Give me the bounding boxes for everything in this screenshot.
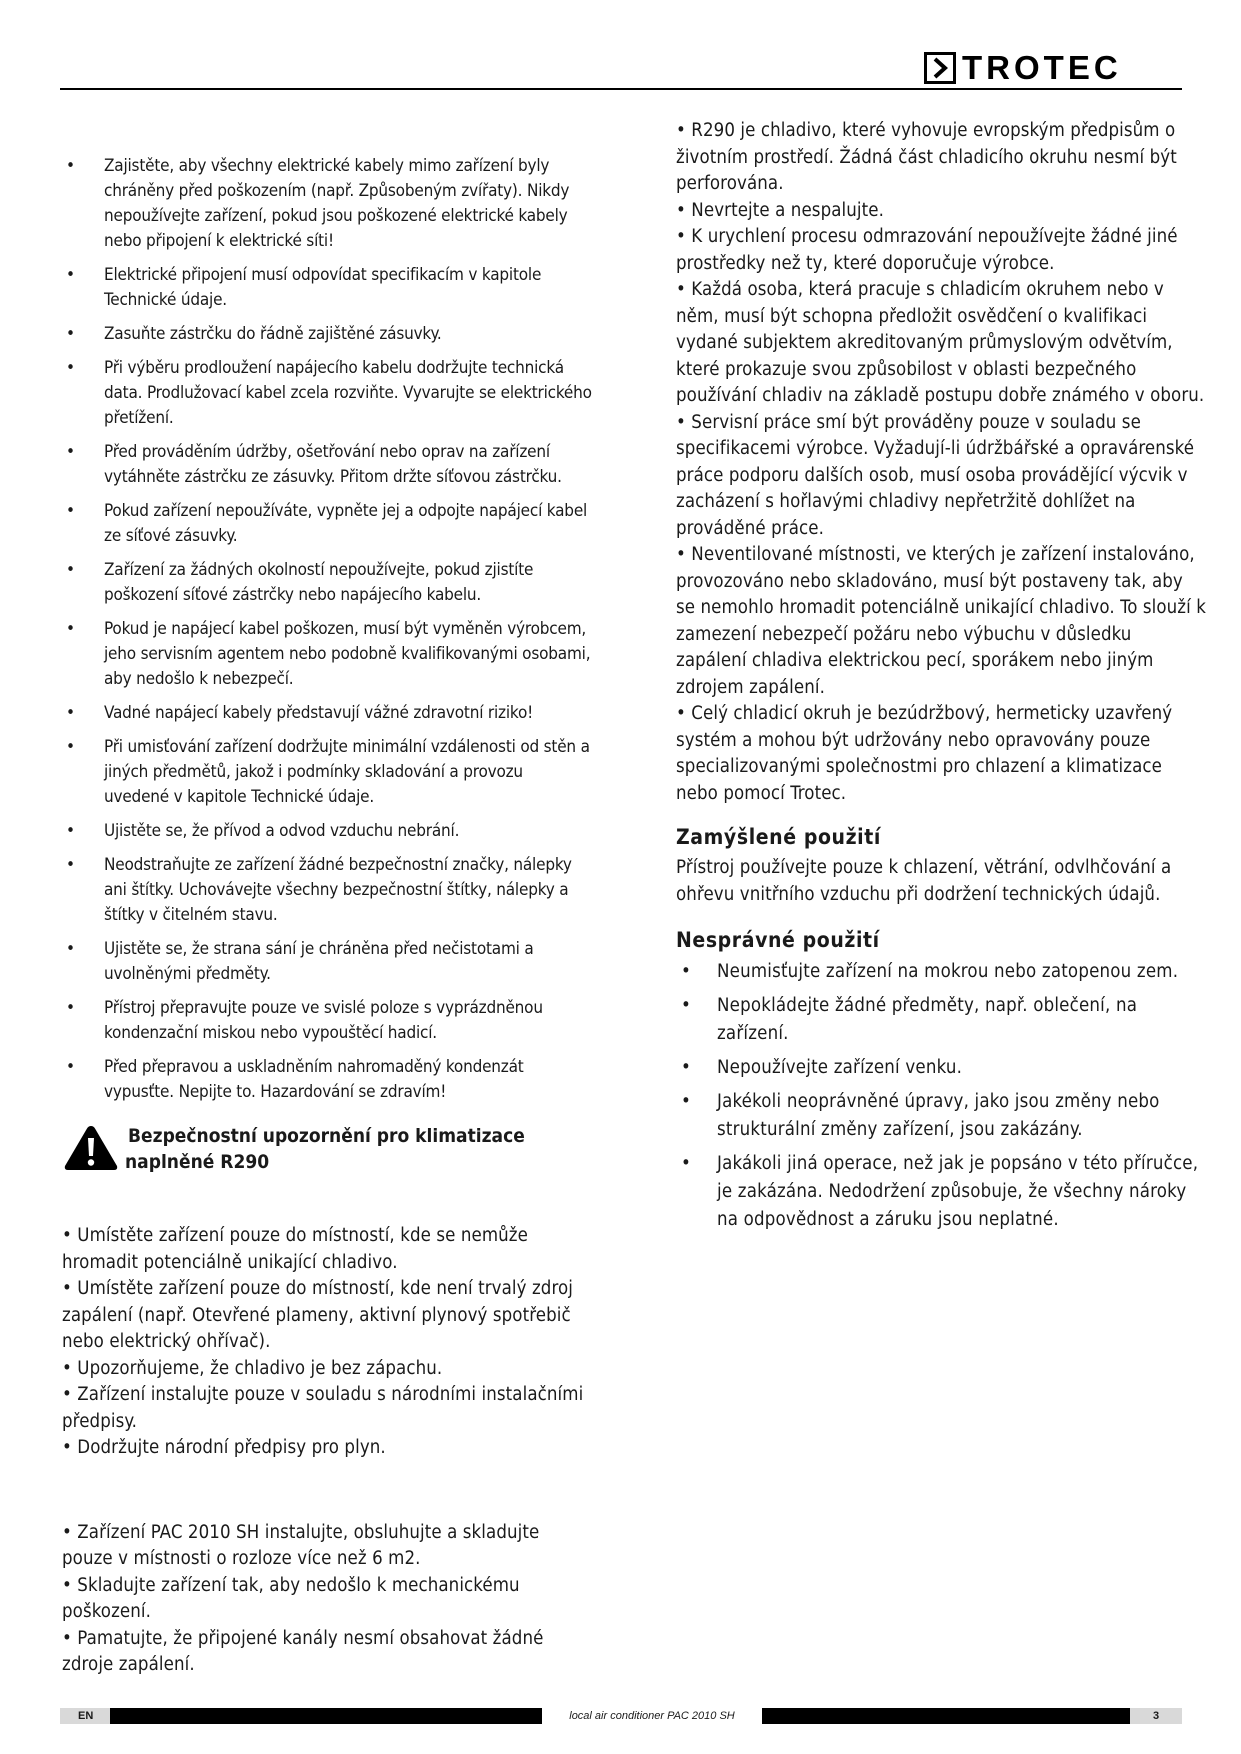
list-item: • Ujistěte se, že přívod a odvod vzduchu nebrání. bbox=[66, 821, 460, 841]
page-footer bbox=[60, 1708, 1182, 1724]
paragraph: • Upozorňujeme, že chladivo je bez zápachu. bbox=[62, 1357, 443, 1379]
left-column bbox=[62, 154, 592, 1679]
paragraph: • R290 je chladivo, které vyhovuje evropským předpisům o životním prostředí. Žádná část chladicího okruhu nesmí být perforována. bbox=[676, 120, 1177, 194]
list-item: • Pokud je napájecí kabel poškozen, musí být vyměněn výrobcem, jeho servisním agentem nebo podobně kvalifikovanými osobami, aby nedošlo k nebezpečí. bbox=[66, 619, 591, 689]
list-item: • Zajistěte, aby všechny elektrické kabely mimo zařízení byly chráněny před poškozením (např. Způsobeným zvířaty). Nikdy nepoužívejte zařízení, pokud jsou poškozené elektrické kabely nebo připojení k elektrické síti! bbox=[66, 156, 570, 251]
trotec-chevron-icon bbox=[924, 52, 956, 84]
list-item: • Vadné napájecí kabely představují vážné zdravotní riziko! bbox=[66, 703, 534, 723]
intended-use-heading: Zamýšlené použití bbox=[676, 825, 881, 849]
paragraph: • Zařízení PAC 2010 SH instalujte, obsluhujte a skladujte pouze v místnosti o rozloze více než 6 m2. bbox=[62, 1521, 540, 1569]
r290-instructions-2 bbox=[62, 1520, 592, 1679]
paragraph: • Zařízení instalujte pouze v souladu s národními instalačními předpisy. bbox=[62, 1384, 584, 1432]
paragraph: • Dodržujte národní předpisy pro plyn. bbox=[62, 1437, 386, 1458]
paragraph: • Pamatujte, že připojené kanály nesmí obsahovat žádné zdroje zapálení. bbox=[62, 1627, 544, 1675]
paragraph: • Každá osoba, která pracuje s chladicím okruhem nebo v něm, musí být schopna předložit osvědčení o kvalifikaci vydané subjektem akreditovaným průmyslovým odvětvím, které prokazuje svou způsobilost v oblasti bezpečného používání chladiv na základě postupu dobře známého v oboru. bbox=[676, 279, 1205, 406]
list-item: • Přístroj přepravujte pouze ve svislé poloze s vyprázdněnou kondenzační miskou nebo vypouštěcí hadicí. bbox=[66, 998, 543, 1043]
list-item: • Před prováděním údržby, ošetřování nebo oprav na zařízení vytáhněte zástrčku ze zásuvky. Přitom držte síťovou zástrčku. bbox=[66, 442, 562, 487]
list-item: • Nepoužívejte zařízení venku. bbox=[681, 1057, 963, 1078]
list-item: • Při umisťování zařízení dodržujte minimální vzdálenosti od stěn a jiných předmětů, jakož i podmínky skladování a provozu uvedené v kapitole Technické údaje. bbox=[66, 737, 590, 807]
list-item: • Zasuňte zástrčku do řádně zajištěné zásuvky. bbox=[66, 324, 442, 344]
paragraph: • Neventilované místnosti, ve kterých je zařízení instalováno, provozováno nebo skladováno, musí být postaveny tak, aby se nemohlo hromadit potenciálně unikající chladivo. To slouží k zamezení nebezpečí požáru nebo výbuchu v důsledku zapálení chladiva elektrickou pecí, sporákem nebo jiným zdrojem zapálení. bbox=[676, 544, 1206, 698]
paragraph: • K urychlení procesu odmrazování nepoužívejte žádné jiné prostředky než ty, které doporučuje výrobce. bbox=[676, 226, 1178, 274]
list-item: • Neumisťujte zařízení na mokrou nebo zatopenou zem. bbox=[681, 961, 1179, 982]
paragraph: • Nevrtejte a nespalujte. bbox=[676, 199, 884, 221]
paragraph: • Celý chladicí okruh je bezúdržbový, hermeticky uzavřený systém a mohou být udržovány nebo opravovány pouze specializovanými společnostmi pro chlazení a klimatizace nebo pomocí Trotec. bbox=[676, 703, 1173, 804]
misuse-heading: Nesprávné použití bbox=[676, 928, 880, 952]
page-number: 3 bbox=[1130, 1708, 1182, 1724]
warning-title: Bezpečnostní upozornění pro klimatizace naplněné R290 bbox=[125, 1125, 525, 1173]
list-item: • Pokud zařízení nepoužíváte, vypněte jej a odpojte napájecí kabel ze síťové zásuvky. bbox=[66, 501, 588, 546]
right-column bbox=[676, 118, 1206, 1240]
r290-instructions-1 bbox=[62, 1223, 592, 1462]
list-item: • Jakákoli jiná operace, než jak je popsáno v této příručce, je zakázána. Nedodržení způsobuje, že všechny nároky na odpovědnost a záruku jsou neplatné. bbox=[681, 1153, 1199, 1230]
warning-triangle-icon bbox=[62, 1123, 120, 1173]
list-item: • Neodstraňujte ze zařízení žádné bezpečnostní značky, nálepky ani štítky. Uchovávejte všechny bezpečnostní štítky, nálepky a štítky v čitelném stavu. bbox=[66, 855, 572, 925]
list-item: • Jakékoli neoprávněné úpravy, jako jsou změny nebo strukturální změny zařízení, jsou zakázány. bbox=[681, 1091, 1160, 1140]
list-item: • Zařízení za žádných okolností nepoužívejte, pokud zjistíte poškození síťové zástrčky nebo napájecího kabelu. bbox=[66, 560, 534, 605]
trotec-logo bbox=[924, 50, 1122, 86]
language-label: EN bbox=[60, 1708, 110, 1724]
list-item: • Při výběru prodloužení napájecího kabelu dodržujte technická data. Prodlužovací kabel zcela rozviňte. Vyvarujte se elektrického přetížení. bbox=[66, 358, 592, 428]
header-rule bbox=[60, 88, 1182, 90]
list-item: • Ujistěte se, že strana sání je chráněna před nečistotami a uvolněnými předměty. bbox=[66, 939, 534, 984]
brand-name: TROTEC bbox=[962, 49, 1122, 86]
r290-instructions-3 bbox=[676, 118, 1206, 807]
paragraph: • Servisní práce smí být prováděny pouze v souladu se specifikacemi výrobce. Vyžadují-li údržbářské a opravárenské práce podporu dalších osob, musí osoba provádějící výcvik v zacházení s hořlavými chladivy nepřetržitě dohlížet na prováděné práce. bbox=[676, 411, 1195, 539]
list-item: • Před přepravou a uskladněním nahromaděný kondenzát vypusťte. Nepijte to. Hazardování se zdravím! bbox=[66, 1057, 524, 1102]
misuse-list bbox=[676, 958, 1206, 1234]
intended-use-text: Přístroj používejte pouze k chlazení, větrání, odvlhčování a ohřevu vnitřního vzduchu při dodržení technických údajů. bbox=[676, 857, 1172, 905]
r290-warning bbox=[62, 1123, 592, 1189]
paragraph: • Umístěte zařízení pouze do místností, kde se nemůže hromadit potenciálně unikající chladivo. bbox=[62, 1225, 528, 1273]
paragraph: • Umístěte zařízení pouze do místností, kde není trvalý zdroj zapálení (např. Otevřené plameny, aktivní plynový spotřebič nebo elektrický ohřívač). bbox=[62, 1278, 573, 1352]
safety-bullet-list bbox=[62, 154, 592, 1105]
list-item: • Nepokládejte žádné předměty, např. oblečení, na zařízení. bbox=[681, 995, 1138, 1044]
paragraph: • Skladujte zařízení tak, aby nedošlo k mechanickému poškození. bbox=[62, 1574, 520, 1622]
list-item: • Elektrické připojení musí odpovídat specifikacím v kapitole Technické údaje. bbox=[66, 265, 542, 310]
document-title: local air conditioner PAC 2010 SH bbox=[542, 1708, 762, 1724]
